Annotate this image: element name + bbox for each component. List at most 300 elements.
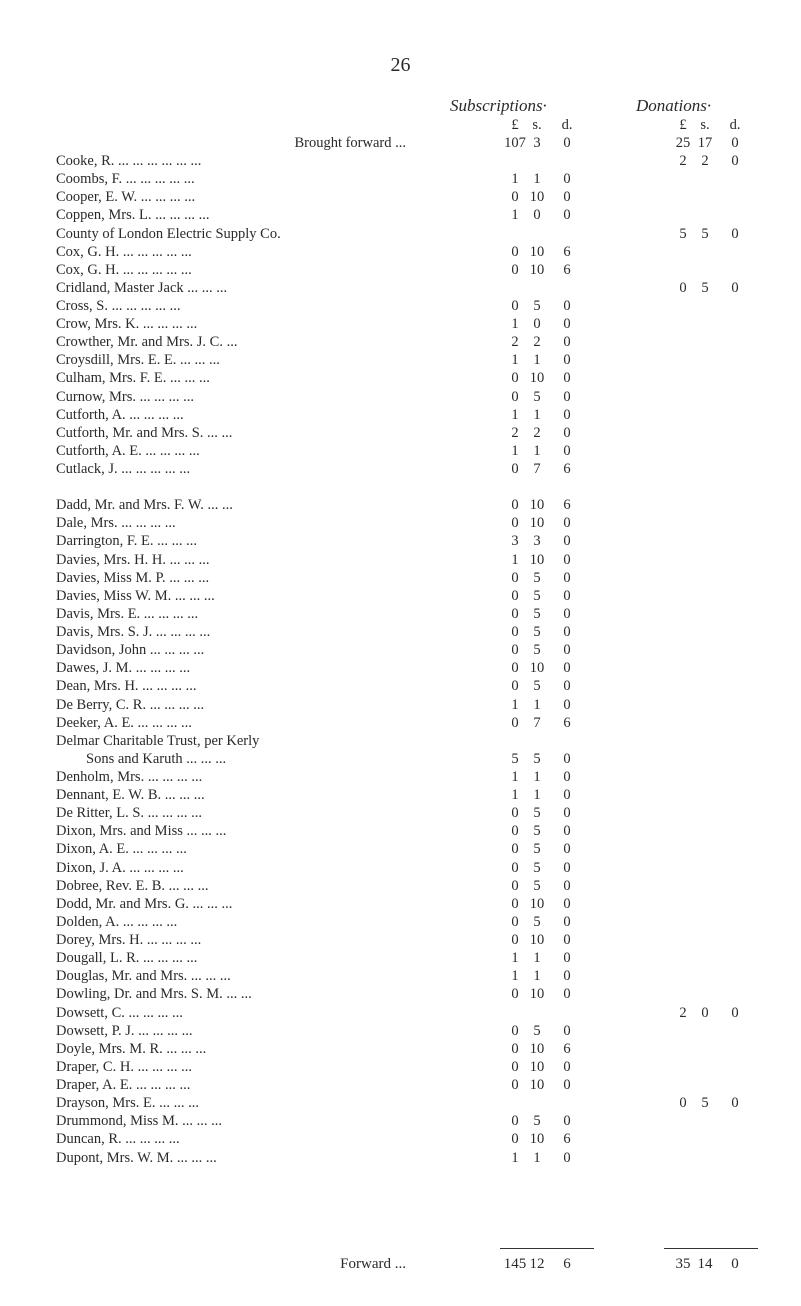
amount-pounds: 1 <box>511 171 519 188</box>
contributor-name: Dowling, Dr. and Mrs. S. M. ... ... <box>56 986 252 1003</box>
amount-pence: 0 <box>563 696 571 713</box>
contributor-name: Culham, Mrs. F. E. ... ... ... <box>56 370 210 387</box>
contributor-name: Dowsett, P. J. ... ... ... ... <box>56 1022 193 1039</box>
amount-pence: 0 <box>563 1113 571 1130</box>
amount-shillings: 10 <box>529 1131 545 1148</box>
amount-pounds: 0 <box>511 1058 519 1075</box>
donation-pounds: 2 <box>679 153 687 169</box>
subscriptions-header: Subscriptions· <box>450 96 547 115</box>
amount-pounds: 0 <box>511 642 519 659</box>
contributor-name: Davies, Mrs. H. H. ... ... ... <box>56 551 210 568</box>
amount-shillings: 1 <box>533 950 541 967</box>
amount-shillings: 1 <box>533 787 541 804</box>
amount-pounds: 0 <box>511 461 519 477</box>
amount-shillings: 5 <box>533 678 541 695</box>
amount-pounds: 2 <box>511 334 519 351</box>
amount-shillings: 1 <box>533 352 541 369</box>
forward-label: Forward ... <box>340 1256 406 1272</box>
amount-shillings: 10 <box>529 932 545 948</box>
contributor-name: Dobree, Rev. E. B. ... ... ... <box>56 877 209 894</box>
contributor-name: Denholm, Mrs. ... ... ... ... <box>56 769 203 785</box>
amount-pence: 0 <box>563 605 571 622</box>
list-item <box>0 316 801 334</box>
amount-pence: 0 <box>563 968 571 985</box>
amount-pence: 6 <box>563 714 571 731</box>
amount-pounds: 1 <box>511 950 519 967</box>
amount-pence: 0 <box>563 533 571 550</box>
contributor-name: Dennant, E. W. B. ... ... ... <box>56 787 205 804</box>
amount-shillings: 5 <box>533 388 541 405</box>
unit-pence-don: d. <box>729 117 741 133</box>
amount-shillings: 5 <box>533 823 541 840</box>
donations-header: Donations· <box>636 96 712 115</box>
contributor-name: Douglas, Mr. and Mrs. ... ... ... <box>56 968 231 985</box>
amount-shillings: 10 <box>529 261 545 278</box>
amount-pence: 0 <box>563 569 571 586</box>
amount-pounds: 0 <box>511 805 519 822</box>
donation-pence: 0 <box>731 135 739 151</box>
amount-pence: 0 <box>563 1058 571 1075</box>
list-item <box>0 642 801 660</box>
list-item <box>0 171 801 189</box>
amount-pounds: 0 <box>511 1131 519 1148</box>
contributor-name: Dolden, A. ... ... ... ... <box>56 913 178 930</box>
amount-pounds: 0 <box>511 587 519 604</box>
amount-pence: 0 <box>563 189 571 206</box>
brought-forward-row <box>0 135 801 153</box>
amount-pence: 0 <box>563 841 571 858</box>
donation-pounds: 0 <box>679 1095 687 1112</box>
list-item <box>0 533 801 551</box>
contributor-name: Davies, Miss W. M. ... ... ... <box>56 587 215 604</box>
list-item <box>0 1077 801 1095</box>
amount-pounds: 0 <box>511 841 519 858</box>
total-pounds: 145 <box>503 1256 527 1272</box>
amount-pence: 0 <box>563 769 571 785</box>
amount-pence: 0 <box>563 642 571 659</box>
amount-pounds: 1 <box>511 696 519 713</box>
donation-pence: 0 <box>731 1095 739 1112</box>
amount-shillings: 3 <box>533 533 541 550</box>
amount-pounds: 0 <box>511 243 519 260</box>
contributor-name: Cutforth, Mr. and Mrs. S. ... ... <box>56 424 233 441</box>
amount-pence: 0 <box>563 787 571 804</box>
list-item <box>0 860 801 878</box>
list-item <box>0 932 801 950</box>
amount-pounds: 0 <box>511 895 519 912</box>
amount-pounds: 1 <box>511 769 519 785</box>
amount-shillings: 5 <box>533 913 541 930</box>
amount-pence: 0 <box>563 171 571 188</box>
contributor-name: Davis, Mrs. E. ... ... ... ... <box>56 605 199 622</box>
list-item <box>0 660 801 678</box>
amount-shillings: 5 <box>533 298 541 314</box>
list-item <box>0 497 801 515</box>
list-item <box>0 787 801 805</box>
contributor-name: Sons and Karuth ... ... ... <box>86 750 227 767</box>
amount-pounds: 0 <box>511 913 519 930</box>
contributor-name: Cooke, R. ... ... ... ... ... ... <box>56 153 202 169</box>
amount-pounds: 0 <box>511 714 519 731</box>
amount-shillings: 2 <box>533 424 541 441</box>
amount-shillings: 5 <box>533 642 541 659</box>
amount-pence: 0 <box>563 950 571 967</box>
amount-pounds: 0 <box>511 1077 519 1093</box>
amount-pence: 0 <box>563 660 571 677</box>
list-item <box>0 334 801 352</box>
amount-pounds: 1 <box>511 442 519 459</box>
amount-shillings: 5 <box>533 605 541 622</box>
contributor-name: Draper, A. E. ... ... ... ... <box>56 1077 191 1093</box>
contributor-name: Davidson, John ... ... ... ... <box>56 642 205 659</box>
list-item <box>0 624 801 642</box>
amount-pounds: 0 <box>511 298 519 314</box>
amount-shillings: 10 <box>529 895 545 912</box>
amount-shillings: 0 <box>533 207 541 224</box>
list-item <box>0 226 801 244</box>
list-item <box>0 878 801 896</box>
list-item <box>0 552 801 570</box>
amount-pounds: 0 <box>511 823 519 840</box>
amount-pence: 0 <box>563 388 571 405</box>
amount-pounds: 1 <box>511 207 519 224</box>
amount-pence: 0 <box>563 207 571 224</box>
amount-shillings: 7 <box>533 714 541 731</box>
contributor-name: Cridland, Master Jack ... ... ... <box>56 279 228 296</box>
amount-shillings: 5 <box>533 569 541 586</box>
amount-pounds: 2 <box>511 424 519 441</box>
amount-pounds: 0 <box>511 1022 519 1039</box>
list-item <box>0 189 801 207</box>
unit-shillings-don: s. <box>700 117 710 133</box>
amount-pounds: 0 <box>511 569 519 586</box>
amount-pounds: 0 <box>511 497 519 514</box>
amount-pence: 6 <box>563 261 571 278</box>
list-item <box>0 697 801 715</box>
amount-pence: 0 <box>563 877 571 894</box>
donation-shillings: 17 <box>697 135 713 151</box>
amount-shillings: 1 <box>533 442 541 459</box>
contributor-name: Crow, Mrs. K. ... ... ... ... <box>56 316 198 333</box>
donation-shillings: 2 <box>701 153 709 169</box>
amount-shillings: 10 <box>529 986 545 1003</box>
contributor-name: Dougall, L. R. ... ... ... ... <box>56 950 198 967</box>
list-item <box>0 914 801 932</box>
contributor-name: Dodd, Mr. and Mrs. G. ... ... ... <box>56 895 233 912</box>
list-item <box>0 1041 801 1059</box>
contributor-name: County of London Electric Supply Co. <box>56 225 281 242</box>
list-item <box>0 841 801 859</box>
contributor-name: Dadd, Mr. and Mrs. F. W. ... ... <box>56 497 233 514</box>
amount-shillings: 7 <box>533 461 541 477</box>
contributor-name: Coppen, Mrs. L. ... ... ... ... <box>56 207 210 224</box>
contributor-name: Darrington, F. E. ... ... ... <box>56 533 198 550</box>
amount-pence: 0 <box>563 551 571 568</box>
amount-pence: 6 <box>563 243 571 260</box>
amount-pounds: 0 <box>511 986 519 1003</box>
amount-pounds: 1 <box>511 316 519 333</box>
amount-pence: 6 <box>563 497 571 514</box>
amount-shillings: 10 <box>529 1058 545 1075</box>
amount-pounds: 0 <box>511 605 519 622</box>
list-item <box>0 1131 801 1149</box>
amount-pounds: 0 <box>511 660 519 677</box>
amount-shillings: 5 <box>533 805 541 822</box>
amount-shillings: 10 <box>529 660 545 677</box>
amount-shillings: 10 <box>529 551 545 568</box>
list-item <box>0 461 801 479</box>
amount-shillings: 1 <box>533 171 541 188</box>
contributor-name: De Berry, C. R. ... ... ... ... <box>56 696 205 713</box>
list-item <box>0 352 801 370</box>
list-item <box>0 950 801 968</box>
contributor-name: Draper, C. H. ... ... ... ... <box>56 1058 192 1075</box>
unit-pence-sub: d. <box>561 117 573 133</box>
contributor-name: Cutforth, A. E. ... ... ... ... <box>56 442 200 459</box>
contributor-name: De Ritter, L. S. ... ... ... ... <box>56 805 203 822</box>
contributor-name: Dixon, A. E. ... ... ... ... <box>56 841 187 858</box>
amount-pounds: 1 <box>511 406 519 423</box>
amount-pence: 0 <box>563 135 571 151</box>
contributor-name: Dorey, Mrs. H. ... ... ... ... <box>56 932 202 948</box>
contributor-name: Crowther, Mr. and Mrs. J. C. ... <box>56 334 238 351</box>
amount-shillings: 10 <box>529 515 545 532</box>
contributor-name: Dupont, Mrs. W. M. ... ... ... <box>56 1149 217 1166</box>
amount-pence: 0 <box>563 515 571 532</box>
contributor-name: Cox, G. H. ... ... ... ... ... <box>56 261 192 278</box>
contributor-name: Dixon, Mrs. and Miss ... ... ... <box>56 823 227 840</box>
amount-pounds: 0 <box>511 678 519 695</box>
amount-shillings: 10 <box>529 189 545 206</box>
amount-pence: 0 <box>563 823 571 840</box>
amount-shillings: 5 <box>533 841 541 858</box>
amount-shillings: 1 <box>533 769 541 785</box>
list-item <box>0 751 801 769</box>
amount-shillings: 5 <box>533 1022 541 1039</box>
amount-shillings: 5 <box>533 859 541 876</box>
amount-pence: 6 <box>563 461 571 477</box>
amount-pence: 0 <box>563 624 571 640</box>
donation-pence: 0 <box>731 225 739 242</box>
contributor-name: Dean, Mrs. H. ... ... ... ... <box>56 678 197 695</box>
amount-pounds: 1 <box>511 787 519 804</box>
contributor-name: Deeker, A. E. ... ... ... ... <box>56 714 192 731</box>
amount-pence: 0 <box>563 424 571 441</box>
amount-shillings: 10 <box>529 243 545 260</box>
contributor-name: Drummond, Miss M. ... ... ... <box>56 1113 222 1130</box>
list-item <box>0 244 801 262</box>
amount-pence: 0 <box>563 913 571 930</box>
amount-shillings: 10 <box>529 370 545 387</box>
amount-pounds: 1 <box>511 1149 519 1166</box>
amount-pounds: 3 <box>511 533 519 550</box>
donation-shillings: 5 <box>701 225 709 242</box>
amount-shillings: 1 <box>533 1149 541 1166</box>
amount-pounds: 0 <box>511 370 519 387</box>
donation-pounds: 0 <box>679 279 687 296</box>
amount-shillings: 5 <box>533 750 541 767</box>
list-item <box>0 570 801 588</box>
amount-shillings: 10 <box>529 497 545 514</box>
amount-pence: 0 <box>563 316 571 333</box>
total-donation-shillings: 14 <box>697 1256 713 1272</box>
amount-pounds: 1 <box>511 968 519 985</box>
list-item <box>0 425 801 443</box>
amount-shillings: 5 <box>533 624 541 640</box>
donation-shillings: 5 <box>701 1095 709 1112</box>
amount-pence: 0 <box>563 406 571 423</box>
list-item <box>0 298 801 316</box>
page-number: 26 <box>390 54 411 76</box>
donations-total-rule <box>664 1248 758 1249</box>
contributor-name: Dixon, J. A. ... ... ... ... <box>56 859 184 876</box>
currency-units-row <box>0 117 801 135</box>
amount-shillings: 10 <box>529 1077 545 1093</box>
amount-pounds: 0 <box>511 624 519 640</box>
donation-pounds: 25 <box>675 135 691 151</box>
amount-shillings: 3 <box>533 135 541 151</box>
unit-pounds-don: £ <box>679 117 687 133</box>
list-item <box>0 262 801 280</box>
contributor-name: Drayson, Mrs. E. ... ... ... <box>56 1095 199 1112</box>
contributor-name: Davis, Mrs. S. J. ... ... ... ... <box>56 624 211 640</box>
list-item <box>0 515 801 533</box>
list-item <box>0 769 801 787</box>
contributor-name: Doyle, Mrs. M. R. ... ... ... <box>56 1040 207 1057</box>
list-item <box>0 389 801 407</box>
amount-pounds: 0 <box>511 1040 519 1057</box>
contributor-name: Dale, Mrs. ... ... ... ... <box>56 515 176 532</box>
amount-pounds: 0 <box>511 859 519 876</box>
list-item <box>0 443 801 461</box>
amount-shillings: 1 <box>533 696 541 713</box>
amount-pounds: 5 <box>511 750 519 767</box>
contributor-name: Cutforth, A. ... ... ... ... <box>56 406 184 423</box>
subscriptions-total-rule <box>500 1248 594 1249</box>
amount-shillings: 5 <box>533 587 541 604</box>
list-item <box>0 280 801 298</box>
amount-pence: 0 <box>563 587 571 604</box>
amount-pence: 0 <box>563 442 571 459</box>
amount-pounds: 0 <box>511 877 519 894</box>
amount-pounds: 0 <box>511 515 519 532</box>
amount-shillings: 1 <box>533 406 541 423</box>
amount-pounds: 1 <box>511 352 519 369</box>
amount-pounds: 0 <box>511 388 519 405</box>
list-item <box>0 207 801 225</box>
contributor-name: Davies, Miss M. P. ... ... ... <box>56 569 210 586</box>
amount-pounds: 0 <box>511 1113 519 1130</box>
contributor-name: Dowsett, C. ... ... ... ... <box>56 1004 183 1021</box>
donation-shillings: 0 <box>701 1004 709 1021</box>
contributor-name: Duncan, R. ... ... ... ... <box>56 1131 180 1148</box>
list-item <box>0 153 801 171</box>
amount-pence: 0 <box>563 1149 571 1166</box>
donation-shillings: 5 <box>701 279 709 296</box>
amount-shillings: 1 <box>533 968 541 985</box>
amount-pence: 0 <box>563 352 571 369</box>
donation-pence: 0 <box>731 279 739 296</box>
list-item <box>0 678 801 696</box>
total-shillings: 12 <box>529 1256 545 1272</box>
amount-pence: 0 <box>563 334 571 351</box>
donation-pounds: 2 <box>679 1004 687 1021</box>
contributor-name: Delmar Charitable Trust, per Kerly <box>56 732 260 749</box>
list-item <box>0 715 801 733</box>
amount-pence: 0 <box>563 750 571 767</box>
amount-shillings: 5 <box>533 1113 541 1130</box>
contributor-name: Croysdill, Mrs. E. E. ... ... ... <box>56 352 220 369</box>
contributor-name: Curnow, Mrs. ... ... ... ... <box>56 388 195 405</box>
list-item <box>0 370 801 388</box>
amount-pounds: 0 <box>511 189 519 206</box>
amount-pence: 0 <box>563 1077 571 1093</box>
amount-pence: 0 <box>563 370 571 387</box>
amount-shillings: 0 <box>533 316 541 333</box>
amount-shillings: 10 <box>529 1040 545 1057</box>
list-item <box>0 1095 801 1113</box>
amount-pence: 0 <box>563 859 571 876</box>
donation-pounds: 5 <box>679 225 687 242</box>
list-item <box>0 1113 801 1131</box>
brought-forward-label: Brought forward ... <box>294 135 406 151</box>
amount-pence: 6 <box>563 1040 571 1057</box>
donation-pence: 0 <box>731 153 739 169</box>
amount-pence: 0 <box>563 932 571 948</box>
contributor-name: Coombs, F. ... ... ... ... ... <box>56 171 195 188</box>
amount-pounds: 107 <box>504 135 526 151</box>
list-item <box>0 606 801 624</box>
amount-pounds: 0 <box>511 261 519 278</box>
forward-total-row <box>0 1256 801 1274</box>
list-item <box>0 968 801 986</box>
list-item <box>0 1023 801 1041</box>
list-item <box>0 588 801 606</box>
list-item <box>0 986 801 1004</box>
amount-pence: 0 <box>563 986 571 1003</box>
list-item <box>0 1059 801 1077</box>
amount-pounds: 1 <box>511 551 519 568</box>
contributor-name: Cutlack, J. ... ... ... ... ... <box>56 461 191 477</box>
amount-pence: 0 <box>563 895 571 912</box>
contributor-name: Cooper, E. W. ... ... ... ... <box>56 189 196 206</box>
list-item <box>0 1005 801 1023</box>
amount-shillings: 2 <box>533 334 541 351</box>
list-item <box>0 805 801 823</box>
amount-pence: 0 <box>563 1022 571 1039</box>
list-item <box>0 896 801 914</box>
amount-shillings: 5 <box>533 877 541 894</box>
total-donation-pence: 0 <box>731 1256 739 1272</box>
total-pence: 6 <box>563 1256 571 1272</box>
unit-shillings-sub: s. <box>532 117 542 133</box>
contributor-name: Dawes, J. M. ... ... ... ... <box>56 660 191 677</box>
list-item <box>0 407 801 425</box>
donation-pence: 0 <box>731 1004 739 1021</box>
amount-pounds: 0 <box>511 932 519 948</box>
list-item <box>0 1150 801 1168</box>
amount-pence: 6 <box>563 1131 571 1148</box>
contributor-name: Cross, S. ... ... ... ... ... <box>56 298 181 314</box>
unit-pounds-sub: £ <box>511 117 519 133</box>
amount-pence: 0 <box>563 678 571 695</box>
contributor-name: Cox, G. H. ... ... ... ... ... <box>56 243 192 260</box>
amount-pence: 0 <box>563 298 571 314</box>
total-donation-pounds: 35 <box>675 1256 691 1272</box>
amount-pence: 0 <box>563 805 571 822</box>
list-item <box>0 733 801 751</box>
list-item <box>0 823 801 841</box>
